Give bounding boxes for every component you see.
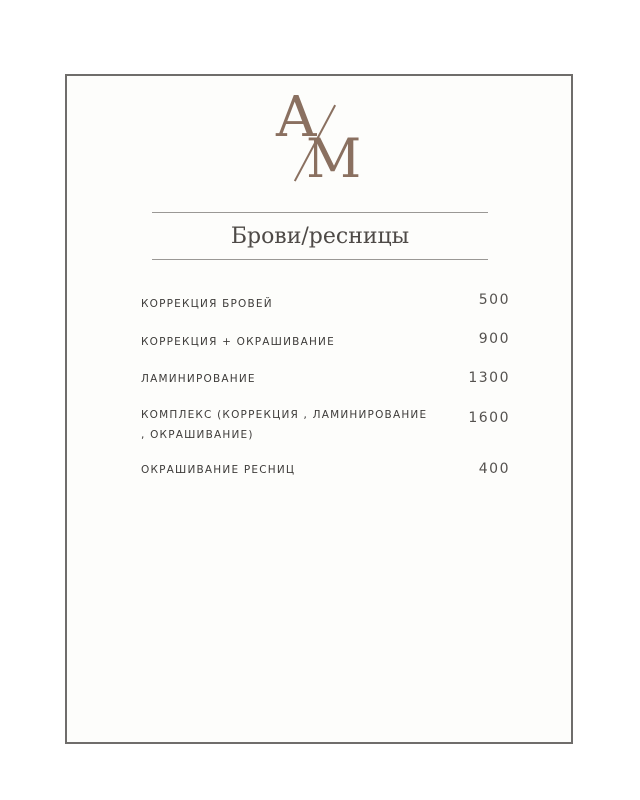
service-name: КОРРЕКЦИЯ БРОВЕЙ — [141, 298, 273, 310]
logo-letter-m: M — [306, 127, 362, 190]
divider-top — [152, 212, 488, 213]
service-price: 500 — [478, 292, 510, 308]
service-price: 1300 — [468, 370, 510, 386]
service-name: КОРРЕКЦИЯ + ОКРАШИВАНИЕ — [141, 336, 335, 348]
service-name: ЛАМИНИРОВАНИЕ — [141, 373, 256, 385]
section-title: Брови/ресницы — [230, 224, 410, 249]
service-price: 900 — [478, 331, 510, 347]
divider-bottom — [152, 259, 488, 260]
logo-letter-a: A — [276, 85, 317, 150]
service-name: КОМПЛЕКС (КОРРЕКЦИЯ , ЛАМИНИРОВАНИЕ , ОКРАШИВАНИЕ) — [141, 409, 428, 441]
monogram-logo — [270, 85, 370, 192]
service-name: ОКРАШИВАНИЕ РЕСНИЦ — [141, 464, 296, 476]
service-price: 1600 — [468, 410, 510, 426]
service-price: 400 — [478, 461, 510, 477]
